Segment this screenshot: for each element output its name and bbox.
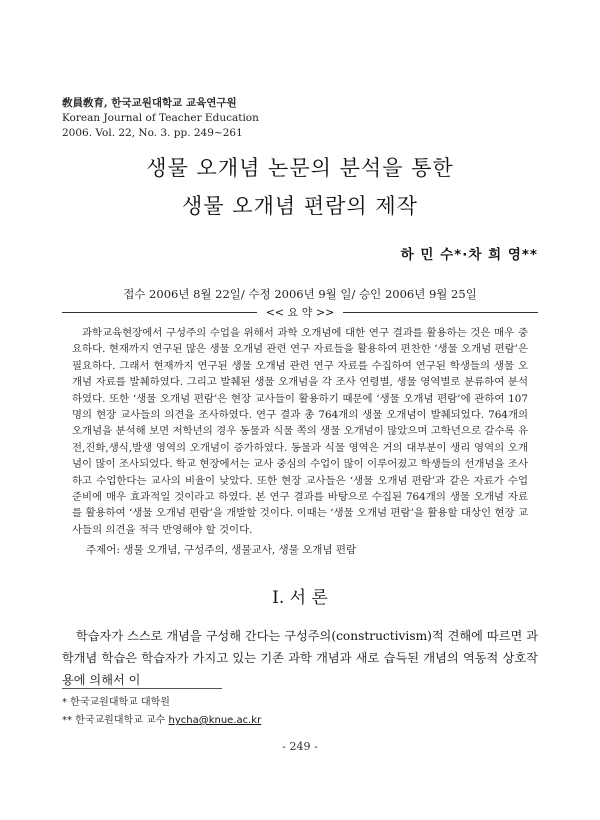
authors: 하 민 수*·차 희 영** [400,247,538,263]
abstract-header [62,304,538,320]
footnote-divider [62,688,222,689]
keywords: 주제어: 생물 오개념, 구성주의, 생물교사, 생물 오개념 편람 [86,544,357,556]
paper-title-line-1: 생물 오개념 논문의 분석을 통한 [146,156,454,180]
body-paragraph: 학습자가 스스로 개념을 구성해 간다는 구성주의(constructivism)적 견해에 따르면 과학개념 학습은 학습자가 가지고 있는 기존 과학 개념과 새로 습득된 개념의 역동적 상호작용에 의해서 이 [62,629,538,687]
footnote-2-text: ** 한국교원대학교 교수 [62,715,169,726]
footnote-1: * 한국교원대학교 대학원 [62,697,170,708]
body-text [62,625,538,691]
journal-header [62,96,259,141]
journal-volume-info: 2006. Vol. 22, No. 3. pp. 249~261 [62,127,243,139]
abstract-rule-right [343,312,538,313]
abstract-label: << 요 약 >> [265,306,335,319]
section-heading: Ⅰ. 서 론 [272,588,328,608]
footnote-2 [62,711,261,726]
email-link[interactable]: hycha@knue.ac.kr [168,715,262,726]
journal-name-korean: 敎員敎育, 한국교원대학교 교육연구원 [62,97,237,109]
abstract [72,325,528,538]
paper-title-line-2: 생물 오개념 편람의 제작 [182,194,418,218]
abstract-text: 과학교육현장에서 구성주의 수업을 위해서 과학 오개념에 대한 연구 결과를 활용하는 것은 매우 중요하다. 현재까지 연구된 많은 생물 오개념 관련 연구 자료들을 활용하여 편찬한 ‘생물 오개념 편람’은 필요하다. 그래서 현재까지 연구된 생물 오개념 관련 연구 자료를 수집하여 연구된 학생들의 생물 오개념 자료를 발췌하였다. 그리고 발췌된 생물 오개념을 각 조사 연령별, 생물 영역별로 분류하여 분석하였다. 또한 ‘생물 오개념 편람’은 현장 교사들이 활용하기 때문에 ‘생물 오개념 편람’에 관하여 107명의 현장 교사들의 의견을 조사하였다. 연구 결과 총 764개의 생물 오개념이 발췌되었다. 764개의 오개념을 분석해 보면 저학년의 경우 동물과 식물 쪽의 생물 오개념이 많았으며 고학년으로 갈수록 유전,진화,생식,발생 영역의 오개념이 증가하였다. 동물과 식물 영역은 거의 대부분이 생리 영역의 오개념이 많이 조사되었다. 학교 현장에서는 교사 중심의 수업이 많이 이루어졌고 학생들의 선개념을 조사하고 수업한다는 교사의 비율이 낮았다. 또한 현장 교사들은 ‘생물 오개념 편람’과 같은 자료가 수업 준비에 매우 효과적일 것이라고 하였다. 본 연구 결과를 바탕으로 수집된 764개의 생물 오개념 자료를 활용하여 ‘생물 오개념 편람’을 개발할 것이다. 이때는 ‘생물 오개념 편람’을 활용할 대상인 현장 교사들의 의견을 적극 반영해야 할 것이다. [72,327,528,536]
page-number: - 249 - [282,740,318,753]
journal-name-english: Korean Journal of Teacher Education [62,112,259,124]
submission-dates: 접수 2006년 8월 22일/ 수정 2006년 9월 일/ 승인 2006년 9월 25일 [123,287,477,301]
